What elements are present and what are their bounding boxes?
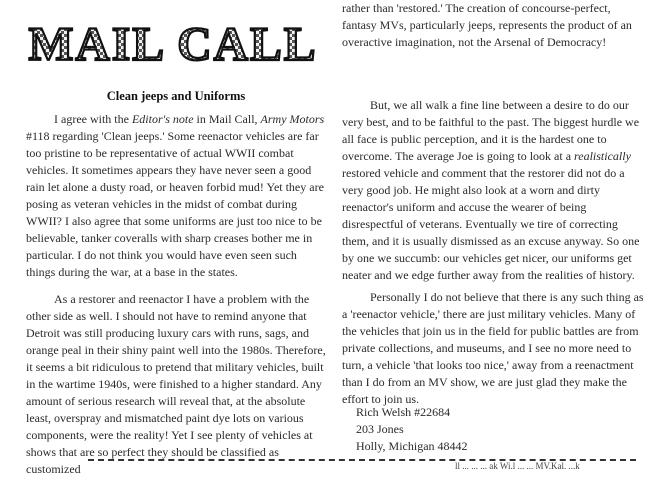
masthead-logo bbox=[28, 4, 318, 70]
p3-realistically: realistically bbox=[574, 149, 631, 163]
signature-block bbox=[356, 404, 468, 455]
cut-off-text: ll ... ... ... ak Wi.l ... ... MV.Kal. ...k bbox=[455, 461, 580, 469]
masthead-title: MAIL CALL bbox=[28, 19, 318, 70]
paragraph-2-continued bbox=[342, 0, 644, 51]
p2-text: As a restorer and reenactor I have a problem with the other side as well. I should not have to remind anyone that Detroit was still producing luxury cars with runs, sags, and orange peal in their shiny paint well into the 1980s. Therefore, it seems a bit ridiculous to pretend that military vehicles, built in the wartime 1940s, were finished to a higher standard. Any amount of serious research will reveal that, at the absolute least, overspray and mismatched paint dye lots on various components, were the reality! Yet I see plenty of vehicles at shows that are so perfect they should be classified as customized bbox=[26, 292, 326, 476]
signature-street: 203 Jones bbox=[356, 422, 404, 436]
paragraph-4 bbox=[342, 289, 644, 408]
p1-part-c: #118 regarding 'Clean jeeps.' Some reenactor vehicles are far too pristine to be representative of actual WWII combat vehicles. It sometimes appears they have never seen a good rain let alone a dusty road, or heaven forbid mud! Yet they are posing as veteran vehicles in the midst of combat during WWII? I also agree that some uniforms are just too nice to be believable, tanker coveralls with sharp creases bother me in particular. I do not think you would have even seen such things during the war, at a base in the states. bbox=[26, 129, 324, 279]
p1-part-a: I agree with the bbox=[54, 112, 132, 126]
p1-publication: Army Motors bbox=[260, 112, 325, 126]
signature-city: Holly, Michigan 48442 bbox=[356, 439, 468, 453]
paragraph-3 bbox=[342, 97, 644, 284]
p1-editors-note: Editor's note bbox=[131, 112, 194, 126]
masthead bbox=[28, 4, 318, 70]
signature-name: Rich Welsh #22684 bbox=[356, 405, 451, 419]
p1-part-b: in Mail Call, bbox=[193, 112, 261, 126]
p3-part-a: But, we all walk a fine line between a desire to do our very best, and to be faithful to the past. The biggest hurdle we all face is public perception, and it is the hardest one to overcome. The average Joe is going to look at a bbox=[342, 98, 640, 163]
paragraph-1 bbox=[26, 111, 326, 281]
p4-text: Personally I do not believe that there is any such thing as a 'reenactor vehicle,' there are just military vehicles. Many of the vehicles that join us in the field for public battles are from private collections, and museums, and I see no more need to turn, a vehicle 'that looks too nice,' away from a reenactment than I do from an MV show, we are just glad they make the effort to join us. bbox=[342, 290, 644, 406]
paragraph-2 bbox=[26, 291, 326, 478]
article-headline: Clean jeeps and Uniforms bbox=[106, 89, 246, 103]
p2-cont-text: rather than 'restored.' The creation of concourse-perfect, fantasy MVs, particularly jeeps, represents the product of an overactive imagination, not the Arsenal of Democracy! bbox=[342, 1, 632, 49]
p3-part-b: restored vehicle and comment that the restorer did not do a very good job. He might also look at a worn and dirty reenactor's uniform and accuse the wearer of being disrespectful of veterans. Eventually we tire of correcting them, and it is usually dismissed as an excuse anyway. So one by one we succumb: our vehicles get nicer, our uniforms get neater and we edge further away from the realities of history. bbox=[342, 166, 640, 282]
